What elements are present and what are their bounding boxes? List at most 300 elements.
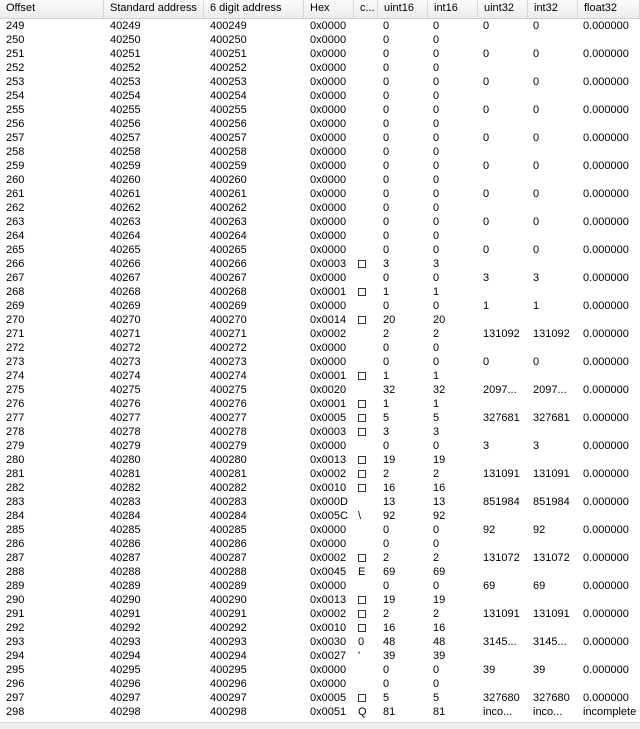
cell-hex: 0x0002 xyxy=(310,552,347,564)
table-row[interactable] xyxy=(0,201,640,215)
cell-int32 xyxy=(528,453,578,467)
cell-standard-address: 40272 xyxy=(110,342,141,354)
table-row[interactable] xyxy=(0,411,640,425)
cell-uint32: 0 xyxy=(483,244,490,256)
cell-hex: 0x0013 xyxy=(310,454,347,466)
cell-offset: 283 xyxy=(6,496,25,508)
cell-hex: 0x0000 xyxy=(310,272,347,284)
cell-uint16: 32 xyxy=(383,384,396,396)
cell-uint32 xyxy=(478,397,528,411)
table-row[interactable] xyxy=(0,173,640,187)
cell-uint16: 0 xyxy=(383,580,390,592)
cell-char: E xyxy=(358,566,366,578)
cell-hex: 0x0000 xyxy=(310,104,347,116)
column-header-offset[interactable]: Offset xyxy=(0,0,104,18)
cell-hex: 0x0000 xyxy=(310,62,347,74)
cell-float32: 0.000000 xyxy=(583,272,629,284)
table-row[interactable] xyxy=(0,33,640,47)
column-header-standard-address[interactable]: Standard address xyxy=(104,0,204,18)
table-row[interactable] xyxy=(0,103,640,117)
cell-six-digit-address: 400287 xyxy=(210,552,247,564)
cell-char: Q xyxy=(358,706,367,718)
cell-uint32: 131091 xyxy=(483,468,520,480)
cell-standard-address: 40260 xyxy=(110,174,141,186)
cell-six-digit-address: 400283 xyxy=(210,496,247,508)
nonprintable-char-icon xyxy=(358,372,366,380)
cell-six-digit-address: 400249 xyxy=(210,20,247,32)
cell-standard-address: 40253 xyxy=(110,76,141,88)
table-row[interactable] xyxy=(0,383,640,397)
cell-uint32: 1 xyxy=(483,300,490,312)
cell-uint32: 0 xyxy=(483,76,490,88)
cell-char xyxy=(354,229,378,243)
cell-six-digit-address: 400256 xyxy=(210,118,247,130)
cell-uint16: 2 xyxy=(383,608,390,620)
table-row[interactable] xyxy=(0,89,640,103)
cell-float32 xyxy=(578,481,640,495)
table-row[interactable] xyxy=(0,649,640,663)
cell-int16: 0 xyxy=(433,230,440,242)
cell-int32 xyxy=(528,145,578,159)
table-row[interactable] xyxy=(0,327,640,341)
table-row[interactable] xyxy=(0,19,640,33)
cell-uint16: 0 xyxy=(383,524,390,536)
cell-int16: 0 xyxy=(433,244,440,256)
cell-offset: 293 xyxy=(6,636,25,648)
cell-char xyxy=(354,145,378,159)
table-row[interactable] xyxy=(0,397,640,411)
cell-hex: 0x0014 xyxy=(310,314,347,326)
table-row[interactable] xyxy=(0,117,640,131)
table-row[interactable] xyxy=(0,481,640,495)
column-header-hex[interactable]: Hex xyxy=(304,0,354,18)
cell-six-digit-address: 400261 xyxy=(210,188,247,200)
cell-int16: 0 xyxy=(433,440,440,452)
cell-float32: 0.000000 xyxy=(583,608,629,620)
table-row[interactable] xyxy=(0,61,640,75)
cell-hex: 0x0010 xyxy=(310,482,347,494)
column-header-float32[interactable]: float32 xyxy=(578,0,640,18)
cell-int16: 0 xyxy=(433,272,440,284)
cell-char xyxy=(354,341,378,355)
cell-hex: 0x0000 xyxy=(310,538,347,550)
cell-six-digit-address: 400297 xyxy=(210,692,247,704)
cell-uint16: 2 xyxy=(383,468,390,480)
cell-six-digit-address: 400263 xyxy=(210,216,247,228)
cell-offset: 288 xyxy=(6,566,25,578)
cell-int32: 0 xyxy=(533,132,540,144)
cell-hex: 0x0000 xyxy=(310,76,347,88)
cell-uint32: 39 xyxy=(483,664,496,676)
table-row[interactable] xyxy=(0,495,640,509)
cell-hex: 0x0000 xyxy=(310,174,347,186)
cell-six-digit-address: 400289 xyxy=(210,580,247,592)
cell-int32 xyxy=(528,425,578,439)
cell-uint16: 0 xyxy=(383,34,390,46)
cell-float32: 0.000000 xyxy=(583,356,629,368)
cell-six-digit-address: 400277 xyxy=(210,412,247,424)
cell-char xyxy=(354,453,378,467)
cell-standard-address: 40281 xyxy=(110,468,141,480)
cell-hex: 0x0002 xyxy=(310,468,347,480)
cell-offset: 268 xyxy=(6,286,25,298)
cell-uint32 xyxy=(478,341,528,355)
cell-uint32 xyxy=(478,593,528,607)
nonprintable-char-icon xyxy=(358,484,366,492)
cell-hex: 0x0000 xyxy=(310,188,347,200)
cell-hex: 0x0000 xyxy=(310,48,347,60)
cell-standard-address: 40278 xyxy=(110,426,141,438)
cell-uint32: 131092 xyxy=(483,328,520,340)
cell-int32: 327680 xyxy=(533,692,570,704)
cell-float32: 0.000000 xyxy=(583,524,629,536)
cell-uint16: 0 xyxy=(383,76,390,88)
cell-hex: 0x0000 xyxy=(310,664,347,676)
cell-uint32: 327681 xyxy=(483,412,520,424)
table-row[interactable] xyxy=(0,691,640,705)
cell-standard-address: 40262 xyxy=(110,202,141,214)
table-row[interactable] xyxy=(0,551,640,565)
cell-float32: 0.000000 xyxy=(583,188,629,200)
table-row[interactable] xyxy=(0,607,640,621)
cell-int32: 3145... xyxy=(533,636,567,648)
cell-char xyxy=(354,173,378,187)
horizontal-scrollbar[interactable] xyxy=(0,722,640,729)
cell-offset: 265 xyxy=(6,244,25,256)
cell-six-digit-address: 400293 xyxy=(210,636,247,648)
cell-uint32 xyxy=(478,257,528,271)
cell-offset: 264 xyxy=(6,230,25,242)
cell-standard-address: 40250 xyxy=(110,34,141,46)
cell-int16: 92 xyxy=(433,510,446,522)
cell-uint32: 3145... xyxy=(483,636,517,648)
nonprintable-char-icon xyxy=(358,456,366,464)
cell-char xyxy=(354,369,378,383)
cell-int32 xyxy=(528,341,578,355)
cell-uint32: 2097... xyxy=(483,384,517,396)
table-row[interactable] xyxy=(0,593,640,607)
cell-int16: 0 xyxy=(433,20,440,32)
cell-offset: 251 xyxy=(6,48,25,60)
cell-float32 xyxy=(578,369,640,383)
cell-offset: 289 xyxy=(6,580,25,592)
cell-standard-address: 40258 xyxy=(110,146,141,158)
cell-int32 xyxy=(528,61,578,75)
cell-float32 xyxy=(578,397,640,411)
table-row[interactable] xyxy=(0,271,640,285)
cell-uint32 xyxy=(478,173,528,187)
table-row[interactable] xyxy=(0,187,640,201)
table-row[interactable] xyxy=(0,341,640,355)
table-row[interactable] xyxy=(0,565,640,579)
cell-char: 0 xyxy=(358,636,365,648)
cell-int32: 69 xyxy=(533,580,546,592)
column-header-char[interactable]: c... xyxy=(354,0,378,18)
cell-hex: 0x0045 xyxy=(310,566,347,578)
cell-uint16: 0 xyxy=(383,90,390,102)
cell-standard-address: 40289 xyxy=(110,580,141,592)
cell-hex: 0x0000 xyxy=(310,356,347,368)
column-header-uint16[interactable]: uint16 xyxy=(378,0,428,18)
cell-offset: 259 xyxy=(6,160,25,172)
table-row[interactable] xyxy=(0,467,640,481)
cell-offset: 276 xyxy=(6,398,25,410)
cell-char xyxy=(354,383,378,397)
cell-standard-address: 40255 xyxy=(110,104,141,116)
cell-uint16: 0 xyxy=(383,678,390,690)
cell-int32: 0 xyxy=(533,356,540,368)
cell-hex: 0x0003 xyxy=(310,258,347,270)
cell-hex: 0x0000 xyxy=(310,34,347,46)
cell-six-digit-address: 400273 xyxy=(210,356,247,368)
cell-six-digit-address: 400255 xyxy=(210,104,247,116)
cell-uint32: 0 xyxy=(483,188,490,200)
cell-float32: 0.000000 xyxy=(583,692,629,704)
cell-int16: 0 xyxy=(433,146,440,158)
cell-int16: 5 xyxy=(433,412,440,424)
cell-float32: 0.000000 xyxy=(583,496,629,508)
cell-float32: 0.000000 xyxy=(583,328,629,340)
column-header-int32[interactable]: int32 xyxy=(528,0,578,18)
table-row[interactable] xyxy=(0,439,640,453)
cell-standard-address: 40264 xyxy=(110,230,141,242)
table-row[interactable] xyxy=(0,453,640,467)
cell-uint16: 0 xyxy=(383,300,390,312)
cell-six-digit-address: 400259 xyxy=(210,160,247,172)
cell-char xyxy=(354,327,378,341)
cell-int16: 0 xyxy=(433,160,440,172)
cell-offset: 278 xyxy=(6,426,25,438)
cell-int32 xyxy=(528,173,578,187)
table-row[interactable] xyxy=(0,257,640,271)
cell-hex: 0x0000 xyxy=(310,132,347,144)
cell-float32: 0.000000 xyxy=(583,468,629,480)
nonprintable-char-icon xyxy=(358,624,366,632)
cell-int16: 0 xyxy=(433,104,440,116)
cell-six-digit-address: 400272 xyxy=(210,342,247,354)
table-row[interactable] xyxy=(0,425,640,439)
cell-int16: 0 xyxy=(433,356,440,368)
cell-uint32: 0 xyxy=(483,20,490,32)
cell-char xyxy=(354,579,378,593)
table-row[interactable] xyxy=(0,159,640,173)
cell-int32 xyxy=(528,229,578,243)
cell-float32 xyxy=(578,33,640,47)
cell-int32 xyxy=(528,369,578,383)
cell-int32 xyxy=(528,621,578,635)
table-row[interactable] xyxy=(0,705,640,719)
nonprintable-char-icon xyxy=(358,610,366,618)
cell-standard-address: 40261 xyxy=(110,188,141,200)
table-row[interactable] xyxy=(0,299,640,313)
cell-offset: 252 xyxy=(6,62,25,74)
cell-int32: 0 xyxy=(533,216,540,228)
table-row[interactable] xyxy=(0,663,640,677)
nonprintable-char-icon xyxy=(358,554,366,562)
cell-char xyxy=(354,201,378,215)
cell-char xyxy=(354,467,378,481)
table-row[interactable] xyxy=(0,621,640,635)
cell-int16: 39 xyxy=(433,650,446,662)
table-row[interactable] xyxy=(0,355,640,369)
cell-uint32 xyxy=(478,621,528,635)
cell-float32 xyxy=(578,621,640,635)
cell-char xyxy=(354,117,378,131)
cell-uint16: 0 xyxy=(383,356,390,368)
cell-float32 xyxy=(578,285,640,299)
cell-int32 xyxy=(528,593,578,607)
cell-six-digit-address: 400270 xyxy=(210,314,247,326)
cell-int16: 0 xyxy=(433,538,440,550)
cell-uint32 xyxy=(478,425,528,439)
cell-int32: inco... xyxy=(533,706,563,718)
cell-standard-address: 40270 xyxy=(110,314,141,326)
table-row[interactable] xyxy=(0,145,640,159)
cell-uint32 xyxy=(478,481,528,495)
cell-standard-address: 40293 xyxy=(110,636,141,648)
cell-offset: 285 xyxy=(6,524,25,536)
cell-offset: 267 xyxy=(6,272,25,284)
cell-int16: 1 xyxy=(433,286,440,298)
cell-float32: 0.000000 xyxy=(583,664,629,676)
table-row[interactable] xyxy=(0,635,640,649)
cell-uint32: 3 xyxy=(483,440,490,452)
cell-int32 xyxy=(528,537,578,551)
nonprintable-char-icon xyxy=(358,428,366,436)
cell-standard-address: 40283 xyxy=(110,496,141,508)
cell-six-digit-address: 400266 xyxy=(210,258,247,270)
table-row[interactable] xyxy=(0,677,640,691)
cell-int16: 0 xyxy=(433,118,440,130)
cell-float32: 0.000000 xyxy=(583,216,629,228)
cell-float32 xyxy=(578,89,640,103)
cell-uint32 xyxy=(478,509,528,523)
cell-float32: 0.000000 xyxy=(583,636,629,648)
cell-offset: 284 xyxy=(6,510,25,522)
table-row[interactable] xyxy=(0,313,640,327)
table-row[interactable] xyxy=(0,243,640,257)
cell-char xyxy=(354,75,378,89)
cell-uint16: 5 xyxy=(383,412,390,424)
column-header-uint32[interactable]: uint32 xyxy=(478,0,528,18)
cell-int32: 0 xyxy=(533,20,540,32)
cell-offset: 291 xyxy=(6,608,25,620)
cell-char xyxy=(354,663,378,677)
cell-hex: 0x0000 xyxy=(310,146,347,158)
cell-standard-address: 40285 xyxy=(110,524,141,536)
cell-int32: 3 xyxy=(533,440,540,452)
cell-offset: 271 xyxy=(6,328,25,340)
cell-hex: 0x0027 xyxy=(310,650,347,662)
cell-int16: 0 xyxy=(433,48,440,60)
cell-uint32: 3 xyxy=(483,272,490,284)
column-header-int16[interactable]: int16 xyxy=(428,0,478,18)
cell-offset: 254 xyxy=(6,90,25,102)
table-row[interactable] xyxy=(0,537,640,551)
cell-float32 xyxy=(578,537,640,551)
cell-uint32 xyxy=(478,537,528,551)
cell-int32: 0 xyxy=(533,76,540,88)
cell-int32: 851984 xyxy=(533,496,570,508)
cell-char xyxy=(354,257,378,271)
cell-six-digit-address: 400286 xyxy=(210,538,247,550)
table-row[interactable] xyxy=(0,509,640,523)
table-row[interactable] xyxy=(0,131,640,145)
table-row[interactable] xyxy=(0,47,640,61)
cell-int16: 69 xyxy=(433,566,446,578)
table-row[interactable] xyxy=(0,369,640,383)
cell-six-digit-address: 400288 xyxy=(210,566,247,578)
table-row[interactable] xyxy=(0,523,640,537)
cell-float32: 0.000000 xyxy=(583,104,629,116)
cell-offset: 287 xyxy=(6,552,25,564)
cell-int32: 131091 xyxy=(533,468,570,480)
cell-int32: 2097... xyxy=(533,384,567,396)
cell-float32 xyxy=(578,173,640,187)
cell-int32 xyxy=(528,649,578,663)
cell-int16: 2 xyxy=(433,608,440,620)
cell-int16: 0 xyxy=(433,678,440,690)
cell-standard-address: 40259 xyxy=(110,160,141,172)
cell-char xyxy=(354,439,378,453)
cell-hex: 0x0010 xyxy=(310,622,347,634)
cell-int16: 19 xyxy=(433,594,446,606)
cell-char xyxy=(354,593,378,607)
cell-six-digit-address: 400251 xyxy=(210,48,247,60)
cell-int32 xyxy=(528,285,578,299)
cell-float32 xyxy=(578,257,640,271)
cell-uint32: inco... xyxy=(483,706,513,718)
cell-standard-address: 40290 xyxy=(110,594,141,606)
table-row[interactable] xyxy=(0,215,640,229)
cell-hex: 0x0000 xyxy=(310,244,347,256)
cell-offset: 261 xyxy=(6,188,25,200)
cell-uint16: 48 xyxy=(383,636,396,648)
cell-offset: 266 xyxy=(6,258,25,270)
cell-uint16: 16 xyxy=(383,482,396,494)
table-row[interactable] xyxy=(0,579,640,593)
cell-uint16: 92 xyxy=(383,510,396,522)
cell-uint32 xyxy=(478,677,528,691)
cell-int32: 1 xyxy=(533,300,540,312)
cell-int16: 0 xyxy=(433,580,440,592)
cell-uint32 xyxy=(478,565,528,579)
cell-six-digit-address: 400268 xyxy=(210,286,247,298)
cell-char xyxy=(354,187,378,201)
cell-char: ' xyxy=(358,650,361,662)
column-header-six-digit-address[interactable]: 6 digit address xyxy=(204,0,304,18)
table-row[interactable] xyxy=(0,285,640,299)
cell-int16: 13 xyxy=(433,496,446,508)
cell-int16: 0 xyxy=(433,342,440,354)
cell-uint16: 0 xyxy=(383,440,390,452)
cell-char xyxy=(354,131,378,145)
cell-standard-address: 40267 xyxy=(110,272,141,284)
table-row[interactable] xyxy=(0,229,640,243)
table-row[interactable] xyxy=(0,75,640,89)
cell-char xyxy=(354,159,378,173)
cell-offset: 279 xyxy=(6,440,25,452)
cell-standard-address: 40284 xyxy=(110,510,141,522)
cell-char xyxy=(354,537,378,551)
cell-standard-address: 40274 xyxy=(110,370,141,382)
cell-float32 xyxy=(578,649,640,663)
cell-int16: 32 xyxy=(433,384,446,396)
cell-float32: 0.000000 xyxy=(583,132,629,144)
cell-uint16: 19 xyxy=(383,594,396,606)
cell-standard-address: 40298 xyxy=(110,706,141,718)
cell-standard-address: 40294 xyxy=(110,650,141,662)
